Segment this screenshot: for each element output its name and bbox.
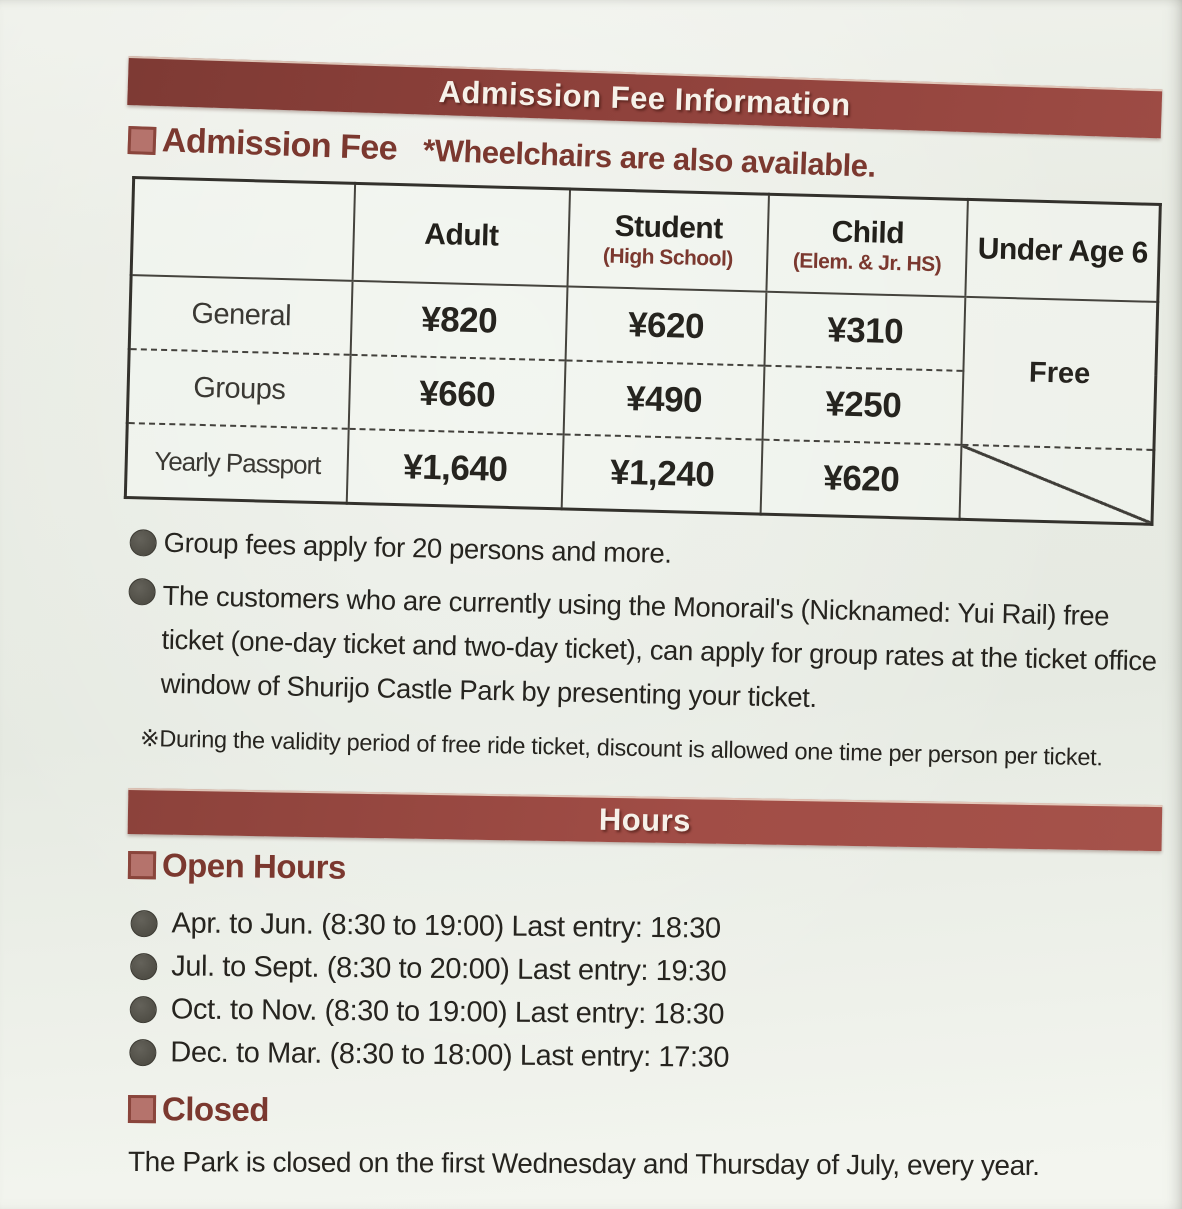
bullet-icon: [129, 529, 157, 557]
fee-general-adult: ¥820: [351, 281, 568, 361]
fee-header-empty: [131, 178, 355, 281]
open-hours-heading: Open Hours: [128, 846, 346, 887]
banner-title: Admission Fee Information: [438, 73, 852, 122]
bullet-icon: [129, 1039, 156, 1066]
admission-notes: [126, 524, 1174, 740]
fee-groups-student: ¥490: [564, 360, 765, 439]
section-marker-icon: [128, 1095, 156, 1123]
fee-header-student: Student (High School): [567, 189, 769, 292]
fee-groups-adult: ¥660: [349, 355, 566, 435]
fee-header-under-age-6: Under Age 6: [966, 199, 1161, 301]
fee-table: [124, 176, 1162, 526]
open-hours-schedule: [129, 902, 730, 1080]
schedule-item: Oct. to Nov. (8:30 to 19:00) Last entry: 18:30: [130, 988, 730, 1037]
closed-description: The Park is closed on the first Wednesday and Thursday of July, every year.: [127, 1146, 1040, 1181]
fee-yearly-adult: ¥1,640: [347, 429, 564, 509]
admission-fee-table: [124, 176, 1162, 526]
fee-header-child: Child (Elem. & Jr. HS): [767, 194, 969, 297]
bullet-icon: [128, 578, 156, 606]
note-monorail: The customers who are currently using the Monorail's (Nicknamed: Yui Rail) free ticket (one-day ticket and two-day ticket), can apply for group rates at the ticket office window of Shurijo Castle Park by presenting your ticket.: [126, 573, 1173, 728]
admission-fee-heading: [127, 120, 876, 186]
fee-groups-child: ¥250: [763, 366, 964, 445]
schedule-item: Jul. to Sept. (8:30 to 20:00) Last entry: 19:30: [130, 945, 730, 994]
fee-header-adult: Adult: [353, 183, 570, 286]
admission-fee-heading-label: Admission Fee: [161, 121, 398, 168]
fee-yearly-under-age-6-na: [960, 445, 1154, 525]
row-label-general: General: [191, 297, 292, 332]
fee-general-child: ¥310: [765, 292, 966, 371]
schedule-item: Dec. to Mar. (8:30 to 18:00) Last entry: 17:30: [129, 1031, 729, 1080]
fee-yearly-child: ¥620: [761, 440, 962, 520]
closed-heading: Closed: [128, 1090, 269, 1129]
banner-title: Hours: [598, 801, 692, 839]
bullet-icon: [130, 910, 157, 937]
schedule-item: Apr. to Jun. (8:30 to 19:00) Last entry: 18:30: [130, 902, 730, 951]
wheelchair-note: *Wheelchairs are also available.: [422, 132, 877, 184]
validity-footnote: ※During the validity period of free ride ticket, discount is allowed one time per person per ticket.: [139, 725, 1103, 771]
hours-banner: [128, 788, 1163, 851]
section-marker-icon: [128, 851, 156, 879]
bullet-icon: [130, 953, 157, 980]
row-label-groups: Groups: [127, 349, 351, 429]
note-group-fees: Group fees apply for 20 persons and more.: [129, 524, 1174, 583]
bullet-icon: [130, 996, 157, 1023]
section-marker-icon: [127, 126, 156, 155]
fee-general-student: ¥620: [566, 286, 767, 365]
fee-yearly-student: ¥1,240: [562, 434, 763, 514]
fee-under-age-6-free: Free: [962, 297, 1158, 450]
row-label-yearly-passport: Yearly Passport: [125, 423, 349, 503]
